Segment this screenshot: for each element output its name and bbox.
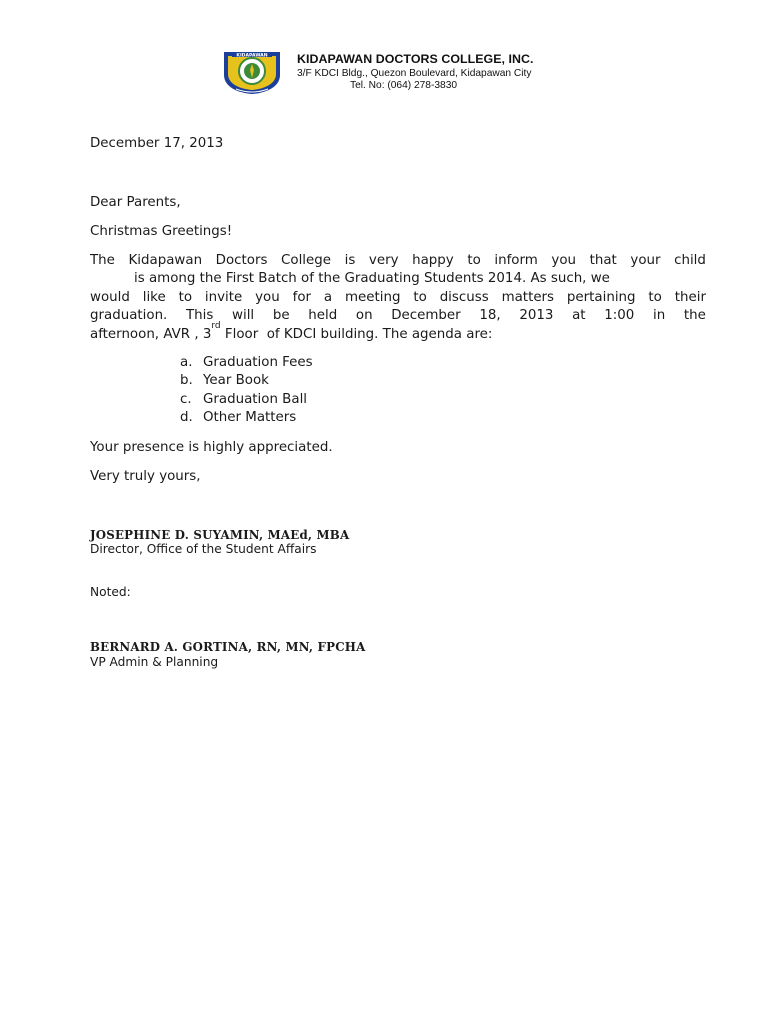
body-word: invite	[204, 289, 243, 305]
letter-date: December 17, 2013	[90, 136, 224, 151]
body-word: will	[232, 308, 255, 324]
agenda-item	[180, 354, 313, 372]
body-line-3	[90, 289, 706, 307]
body-line-2	[90, 270, 706, 288]
agenda-list	[180, 354, 313, 428]
body-word: child	[674, 253, 706, 268]
body-word: like	[142, 289, 166, 305]
body-word: to	[178, 289, 193, 305]
body-word: meeting	[345, 289, 401, 305]
body-word: This	[185, 308, 214, 324]
body-word: you	[255, 289, 280, 305]
body-word: held	[308, 308, 338, 324]
body-word: to	[467, 253, 481, 268]
agenda-marker: b.	[180, 373, 193, 389]
agenda-item	[180, 409, 313, 427]
body-word: December	[391, 308, 461, 324]
body-word: be	[272, 308, 290, 324]
salutation: Dear Parents,	[90, 195, 181, 210]
body-word: pertaining	[566, 289, 636, 305]
body-word: a	[323, 289, 333, 305]
noted-label: Noted:	[90, 585, 131, 599]
body-word: discuss	[439, 289, 489, 305]
agenda-text: Other Matters	[203, 410, 297, 426]
body-word: very	[368, 253, 399, 268]
agenda-marker: c.	[180, 391, 192, 407]
body-word: in	[652, 308, 666, 324]
body-word: for	[292, 289, 312, 305]
body-word: happy	[412, 253, 454, 268]
closing: Very truly yours,	[90, 469, 201, 484]
body-word: is	[344, 253, 356, 268]
body-paragraph	[90, 252, 706, 344]
body-word: the	[683, 308, 706, 324]
body-word: at	[572, 308, 586, 324]
agenda-text: Graduation Fees	[203, 355, 313, 370]
letterhead	[292, 52, 592, 92]
logo-lettering: KIDAPAWAN	[236, 53, 268, 59]
agenda-text: Graduation Ball	[203, 391, 308, 407]
signatory-2-name: BERNARD A. GORTINA, RN, MN, FPCHA	[90, 640, 366, 654]
greeting: Christmas Greetings!	[90, 224, 233, 239]
college-address: 3/F KDCI Bldg., Quezon Boulevard, Kidapawan City	[297, 68, 532, 79]
body-word: your	[630, 253, 661, 268]
body-word: on	[355, 308, 373, 324]
body-word: to	[648, 289, 662, 305]
body-word: you	[551, 253, 576, 268]
body-word: 18,	[479, 308, 501, 324]
signatory-1-name: JOSEPHINE D. SUYAMIN, MAEd, MBA	[90, 528, 350, 542]
body-word: that	[589, 253, 617, 268]
body-word: inform	[494, 253, 538, 268]
body-line-2-text: is among the First Batch of the Graduating Students 2014. As such, we	[134, 271, 610, 287]
body-line-4	[90, 307, 706, 325]
body-line-5	[90, 320, 706, 344]
body-line-5b: Floor of KDCI building. The agenda are:	[220, 326, 493, 342]
agenda-item	[180, 391, 313, 409]
agenda-text: Year Book	[203, 373, 269, 389]
body-word: to	[413, 289, 427, 305]
body-word: 2013	[519, 308, 554, 324]
signatory-1-title: Director, Office of the Student Affairs	[90, 542, 317, 556]
body-line-5a: afternoon, AVR , 3	[90, 326, 212, 342]
signatory-2-title: VP Admin & Planning	[90, 655, 219, 669]
body-word: 1:00	[604, 308, 635, 324]
body-line-1	[90, 252, 706, 270]
body-word: The	[90, 253, 115, 268]
agenda-marker: a.	[180, 355, 193, 370]
college-name: KIDAPAWAN DOCTORS COLLEGE, INC.	[297, 52, 534, 66]
body-word: matters	[501, 289, 555, 305]
presence-note: Your presence is highly appreciated.	[90, 440, 333, 455]
agenda-item	[180, 372, 313, 390]
agenda-marker: d.	[180, 410, 193, 426]
ordinal-suffix: rd	[211, 320, 221, 331]
body-word: Doctors	[215, 253, 268, 268]
college-seal-logo	[220, 49, 284, 95]
body-word: Kidapawan	[128, 253, 203, 268]
body-word: graduation.	[90, 308, 168, 324]
body-word: would	[90, 289, 130, 305]
body-word: College	[281, 253, 332, 268]
body-word: their	[674, 289, 706, 305]
college-telephone: Tel. No: (064) 278-3830	[350, 80, 458, 91]
